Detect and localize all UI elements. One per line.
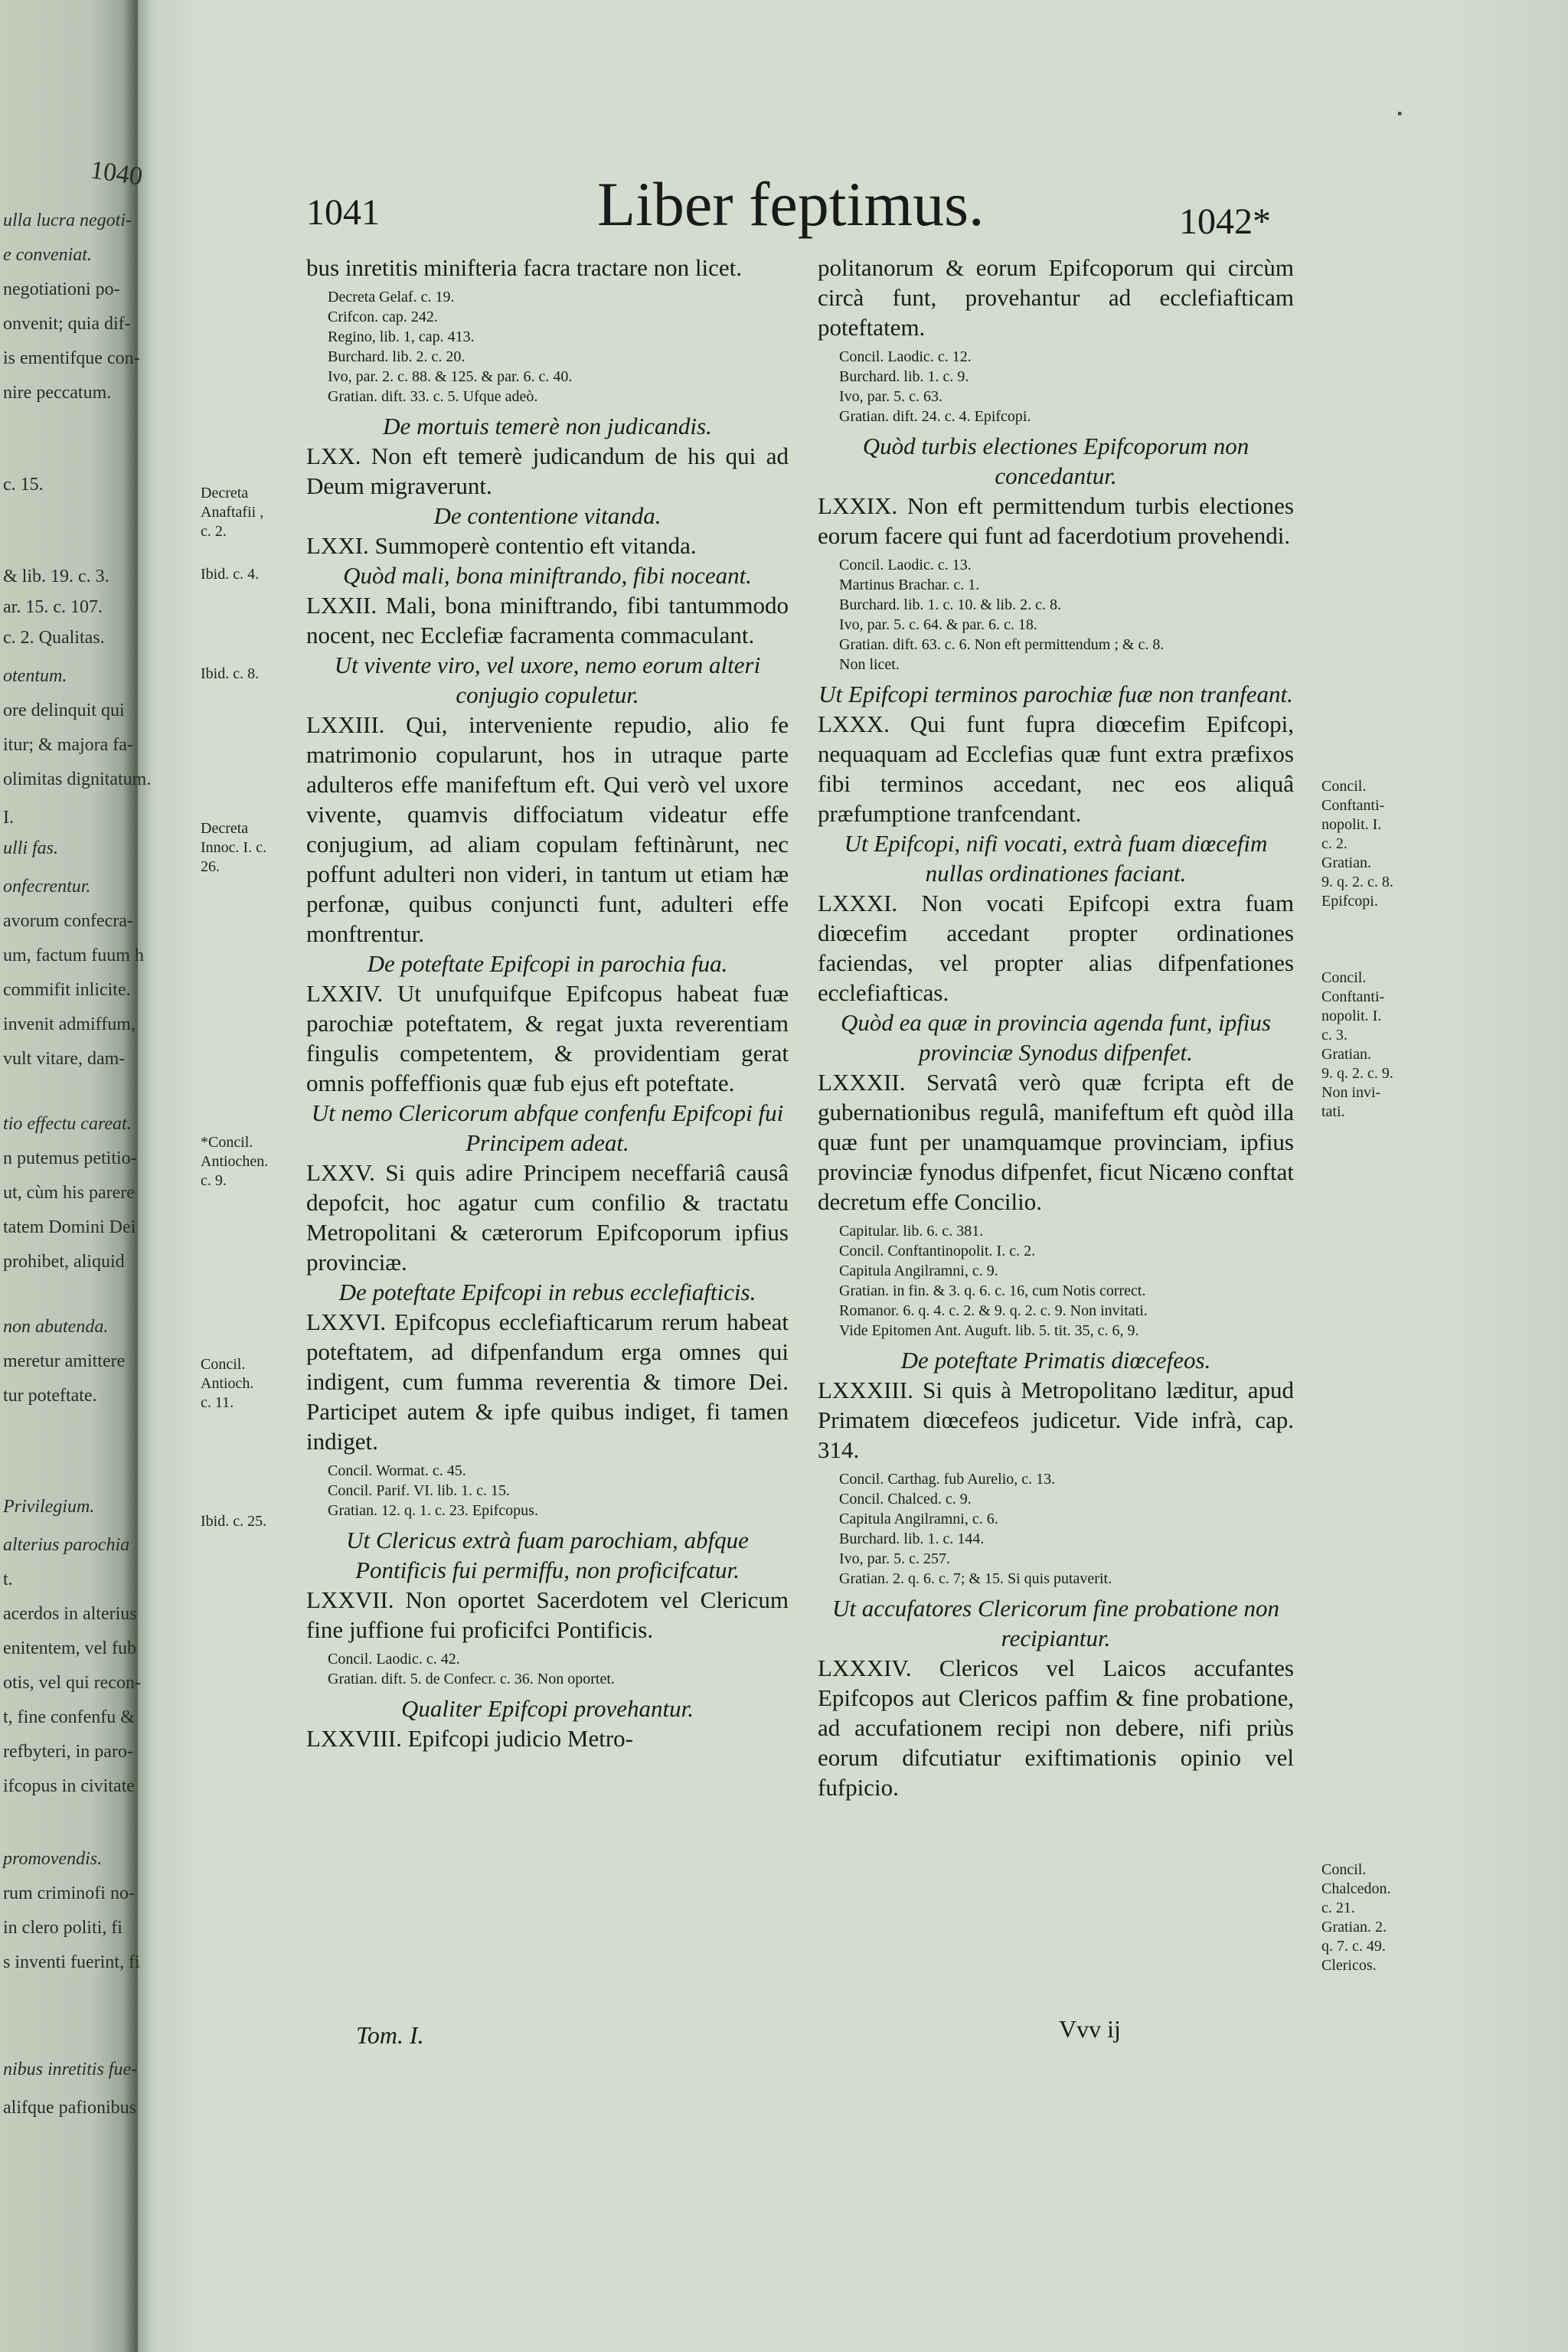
section-heading: Qualiter Epifcopi provehantur. — [400, 1695, 694, 1722]
citation-line: Concil. Laodic. c. 13. — [839, 557, 972, 573]
margin-note-left: Ibid. c. 25. — [201, 1513, 267, 1530]
citation-line: Concil. Wormat. c. 45. — [328, 1462, 466, 1479]
page-number-right: 1042* — [1179, 201, 1271, 242]
facing-page-line: t, fine confenfu & — [3, 1707, 135, 1727]
citation-line: Ivo, par. 5. c. 64. & par. 6. c. 18. — [839, 616, 1037, 633]
section-heading: De poteftate Epifcopi in parochia fua. — [367, 950, 728, 977]
facing-page-line: & lib. 19. c. 3. — [3, 567, 109, 586]
facing-page-line: c. 2. Qualitas. — [3, 628, 105, 648]
citation-line: Ivo, par. 2. c. 88. & 125. & par. 6. c. 40. — [328, 368, 573, 385]
facing-page-line: nibus inretitis fue- — [3, 2060, 138, 2079]
facing-page-line: ore delinquit qui — [3, 701, 125, 720]
citation-line: Ivo, par. 5. c. 257. — [839, 1550, 950, 1567]
citation-line: Burchard. lib. 1. c. 9. — [839, 368, 969, 385]
facing-page-line: meretur amittere — [3, 1351, 126, 1371]
facing-page-line: acerdos in alterius — [3, 1604, 137, 1624]
section-heading: Quòd mali, bona miniftrando, fibi noceant. — [343, 562, 752, 589]
canon-text: LXXVI. Epifcopus ecclefiafticarum rerum habeat poteftatem, ad difpenfandum erga omnes qui indigent, cum fumma reverentia & timore Dei. Participet autem & ipfe quibus indiget, fi tamen indiget. — [306, 1308, 789, 1455]
canon-text: LXXXI. Non vocati Epifcopi extra fuam diœcefim accedant propter ordinationes faciendas, vel propter alias difpenfationes ecclefiafticas. — [818, 890, 1294, 1006]
facing-page-line: Privilegium. — [3, 1497, 95, 1517]
margin-note-right: Concil. Conftanti- nopolit. I. c. 2. Gratian. 9. q. 2. c. 8. Epifcopi. — [1321, 778, 1393, 910]
citation-line: Regino, lib. 1, cap. 413. — [328, 328, 475, 345]
citation-line: Gratian. dift. 63. c. 6. Non eft permittendum ; & c. 8. — [839, 636, 1165, 653]
facing-page-line: ar. 15. c. 107. — [3, 597, 103, 617]
facing-page-line: itur; & majora fa- — [3, 735, 133, 755]
citation-line: Martinus Brachar. c. 1. — [839, 577, 980, 593]
volume-mark: Tom. I. — [356, 2021, 424, 2049]
facing-page-line: onvenit; quia dif- — [3, 314, 131, 334]
citation-line: Capitula Angilramni, c. 9. — [839, 1263, 998, 1279]
citation-block — [839, 347, 1294, 426]
citation-block — [328, 287, 789, 407]
citation-line: Concil. Laodic. c. 42. — [328, 1651, 460, 1668]
margin-note-left: Ibid. c. 4. — [201, 566, 260, 583]
text-column-left — [306, 253, 789, 1753]
facing-page-line: enitentem, vel fub — [3, 1638, 136, 1658]
page-number-left: 1041 — [306, 192, 380, 233]
canon-text: LXXV. Si quis adire Principem neceffariâ causâ depofcit, hoc agatur cum confilio & tractatu Metropolitani & cæterorum Epifcoporum ipfius provinciæ. — [306, 1159, 789, 1276]
facing-page-line: tio effectu careat. — [3, 1114, 132, 1134]
section-heading: Ut Clericus extrà fuam parochiam, abfque Pontificis fui permiffu, non proficifcatur. — [346, 1527, 749, 1583]
citation-line: Burchard. lib. 1. c. 144. — [839, 1530, 985, 1547]
facing-page-line: t. — [3, 1570, 13, 1589]
margin-note-right: Concil. Conftanti- nopolit. I. c. 3. Gratian. 9. q. 2. c. 9. Non invi- tati. — [1321, 969, 1393, 1120]
citation-line: Gratian. dift. 5. de Confecr. c. 36. Non oportet. — [328, 1671, 615, 1687]
citation-line: Gratian. 12. q. 1. c. 23. Epifcopus. — [328, 1502, 538, 1519]
canon-text: bus inretitis minifteria facra tractare non licet. — [306, 254, 742, 281]
facing-page-line: n putemus petitio- — [3, 1148, 137, 1168]
margin-note-right: Concil. Chalcedon. c. 21. Gratian. 2. q. 7. c. 49. Clericos. — [1321, 1861, 1391, 1974]
citation-line: Gratian. dift. 24. c. 4. Epifcopi. — [839, 408, 1031, 425]
facing-page-line: in clero politi, fi — [3, 1918, 122, 1938]
section-heading: De poteftate Epifcopi in rebus ecclefiafticis. — [338, 1279, 756, 1305]
facing-page-line: rum criminofi no- — [3, 1883, 135, 1903]
section-heading: Quòd turbis electiones Epifcoporum non concedantur. — [862, 433, 1250, 489]
canon-text: LXXVII. Non oportet Sacerdotem vel Clericum fine juffione fui proficifci Pontificis. — [306, 1586, 789, 1643]
facing-page-line: nire peccatum. — [3, 383, 112, 403]
left-page-sliver — [0, 0, 152, 2352]
facing-page-line: refbyteri, in paro- — [3, 1742, 133, 1762]
facing-page-line: 1040 — [88, 155, 145, 191]
citation-line: Gratian. dift. 33. c. 5. Ufque adeò. — [328, 388, 538, 405]
citation-block — [839, 1469, 1294, 1589]
margin-note-left: Decreta Innoc. I. c. 26. — [201, 820, 267, 875]
canon-text: LXXIV. Ut unufquifque Epifcopus habeat fuæ parochiæ poteftatem, & regat juxta reverentiam fingulis competentem, & providentiam gerat omnis poffeffionis quæ fub ejus eft poteftate. — [306, 980, 789, 1096]
section-heading: Ut Epifcopi, nifi vocati, extrà fuam diœcefim nullas ordinationes faciant. — [844, 830, 1268, 887]
facing-page-line: prohibet, aliquid — [3, 1252, 125, 1272]
citation-line: Concil. Conftantinopolit. I. c. 2. — [839, 1243, 1036, 1259]
text-column-right — [818, 253, 1294, 1802]
citation-line: Crifcon. cap. 242. — [328, 309, 438, 325]
section-heading: Ut accufatores Clericorum fine probatione non recipiantur. — [831, 1595, 1280, 1651]
facing-page-line: ut, cùm his parere — [3, 1183, 135, 1203]
section-heading: Quòd ea quæ in provincia agenda funt, ipfius provinciæ Synodus difpenfet. — [841, 1009, 1271, 1066]
facing-page-line: e conveniat. — [3, 245, 92, 265]
facing-page-line: ulli fas. — [3, 838, 59, 858]
section-heading: Ut Epifcopi terminos parochiæ fuæ non tranfeant. — [818, 681, 1293, 707]
facing-page-line: is ementifque con- — [3, 348, 140, 368]
facing-page-line: otentum. — [3, 666, 67, 686]
facing-page-line: tur poteftate. — [3, 1386, 97, 1406]
facing-page-line: commifit inlicite. — [3, 980, 131, 1000]
section-heading: De contentione vitanda. — [433, 502, 662, 529]
citation-block — [328, 1649, 789, 1689]
citation-block — [328, 1461, 789, 1521]
canon-text: LXXXII. Servatâ verò quæ fcripta eft de gubernationibus regulâ, manifeftum eft quòd illa quæ funt per unamquamque provinciam, ipfius provinciæ fynodus difpenfet, ficut Nicæno conftat decretum effe Concilio. — [818, 1069, 1294, 1215]
citation-line: Romanor. 6. q. 4. c. 2. & 9. q. 2. c. 9. Non invitati. — [839, 1302, 1148, 1319]
citation-block — [839, 555, 1294, 675]
citation-line: Concil. Chalced. c. 9. — [839, 1491, 972, 1508]
canon-text: LXXXIII. Si quis à Metropolitano læditur, apud Primatem diœcefeos judicetur. Vide infrà, cap. 314. — [818, 1377, 1294, 1463]
facing-page-line: c. 15. — [3, 475, 44, 495]
section-heading: De poteftate Primatis diœcefeos. — [900, 1347, 1211, 1374]
canon-text: LXXIX. Non eft permittendum turbis electiones eorum facere qui funt ad facerdotium provehendi. — [818, 492, 1294, 549]
canon-text: LXXIII. Qui, interveniente repudio, alio fe matrimonio copularunt, hos in utraque parte adulteros effe manifeftum eft. Qui verò vel uxore vivente, quamvis diffociatum videatur effe conjugium, ad aliam copulam feftinàrunt, nec poffunt adulteri non videri, in tantum ut etiam hæ perfonæ, quibus conjuncti funt, adulteri effe monftrentur. — [306, 711, 789, 947]
facing-page-line: olimitas dignitatum. — [3, 769, 152, 789]
citation-line: Decreta Gelaf. c. 19. — [328, 289, 455, 305]
facing-page-line: alterius parochia — [3, 1535, 130, 1555]
margin-note-left: Concil. Antioch. c. 11. — [201, 1356, 254, 1411]
citation-line: Ivo, par. 5. c. 63. — [839, 388, 942, 405]
facing-page-line: tatem Domini Dei — [3, 1217, 136, 1237]
facing-page-line: non abutenda. — [3, 1317, 109, 1337]
canon-text: politanorum & eorum Epifcoporum qui circùm circà funt, provehantur ad ecclefiafticam poteftatem. — [818, 254, 1294, 341]
canon-text: LXXI. Summoperè contentio eft vitanda. — [306, 532, 697, 559]
facing-page-line: promovendis. — [3, 1849, 103, 1869]
citation-line: Burchard. lib. 1. c. 10. & lib. 2. c. 8. — [839, 596, 1061, 613]
canon-text: LXX. Non eft temerè judicandum de his qui ad Deum migraverunt. — [306, 443, 789, 499]
citation-line: Capitula Angilramni, c. 6. — [839, 1511, 998, 1527]
citation-line: Vide Epitomen Ant. Auguft. lib. 5. tit. 35, c. 6, 9. — [839, 1322, 1139, 1339]
citation-line: Capitular. lib. 6. c. 381. — [839, 1223, 984, 1240]
canon-text: LXXX. Qui funt fupra diœcefim Epifcopi, nequaquam ad Ecclefias quæ funt extra præfixos fibi terminos accedant, nec eos aliquâ præfumptione tranfcendant. — [818, 710, 1294, 827]
citation-line: Burchard. lib. 2. c. 20. — [328, 348, 466, 365]
signature-mark: Vvv ij — [1059, 2015, 1121, 2043]
facing-page-line: ulla lucra negoti- — [3, 211, 132, 230]
corner-mark: ▪ — [1397, 106, 1403, 121]
facing-page-line: onfecrentur. — [3, 877, 91, 897]
margin-note-left: Ibid. c. 8. — [201, 665, 260, 682]
canon-text: LXXXIV. Clericos vel Laicos accufantes Epifcopos aut Clericos paffim & fine probatione, ad accufationem recipi non debere, nifi priùs eorum difcutiatur exiftimationis opinio vel fufpicio. — [818, 1655, 1294, 1801]
running-title: Liber feptimus. — [597, 169, 985, 239]
citation-line: Concil. Laodic. c. 12. — [839, 348, 972, 365]
facing-page-line: alifque pafionibus — [3, 2098, 136, 2118]
facing-page-line: vult vitare, dam- — [3, 1049, 126, 1069]
section-heading: De mortuis temerè non judicandis. — [383, 413, 712, 439]
citation-line: Non licet. — [839, 656, 900, 673]
facing-page-line: otis, vel qui recon- — [3, 1673, 141, 1693]
facing-page-line: I. — [3, 808, 14, 828]
citation-line: Concil. Parif. VI. lib. 1. c. 15. — [328, 1482, 510, 1499]
canon-text: LXXVIII. Epifcopi judicio Metro- — [306, 1725, 633, 1752]
margin-note-left: *Concil. Antiochen. c. 9. — [201, 1134, 269, 1189]
facing-page-line: ifcopus in civitate — [3, 1776, 135, 1796]
citation-block — [839, 1221, 1294, 1341]
facing-page-line: s inventi fuerint, fi — [3, 1952, 140, 1972]
facing-page-line: um, factum fuum h — [3, 946, 144, 965]
canon-text: LXXII. Mali, bona miniftrando, fibi tantummodo nocent, nec Ecclefiæ facramenta commaculant. — [306, 592, 789, 648]
facing-page-line: avorum confecra- — [3, 911, 133, 931]
margin-note-left: Decreta Anaftafii , c. 2. — [201, 485, 264, 540]
facing-page-line: invenit admiffum, — [3, 1014, 136, 1034]
citation-line: Gratian. in fin. & 3. q. 6. c. 16, cum Notis correct. — [839, 1282, 1146, 1299]
citation-line: Concil. Carthag. fub Aurelio, c. 13. — [839, 1471, 1056, 1488]
facing-page-line: negotiationi po- — [3, 279, 120, 299]
section-heading: Ut nemo Clericorum abfque confenfu Epifcopi fui Principem adeat. — [311, 1099, 784, 1156]
section-heading: Ut vivente viro, vel uxore, nemo eorum alteri conjugio copuletur. — [334, 652, 761, 708]
citation-line: Gratian. 2. q. 6. c. 7; & 15. Si quis putaverit. — [839, 1570, 1112, 1587]
